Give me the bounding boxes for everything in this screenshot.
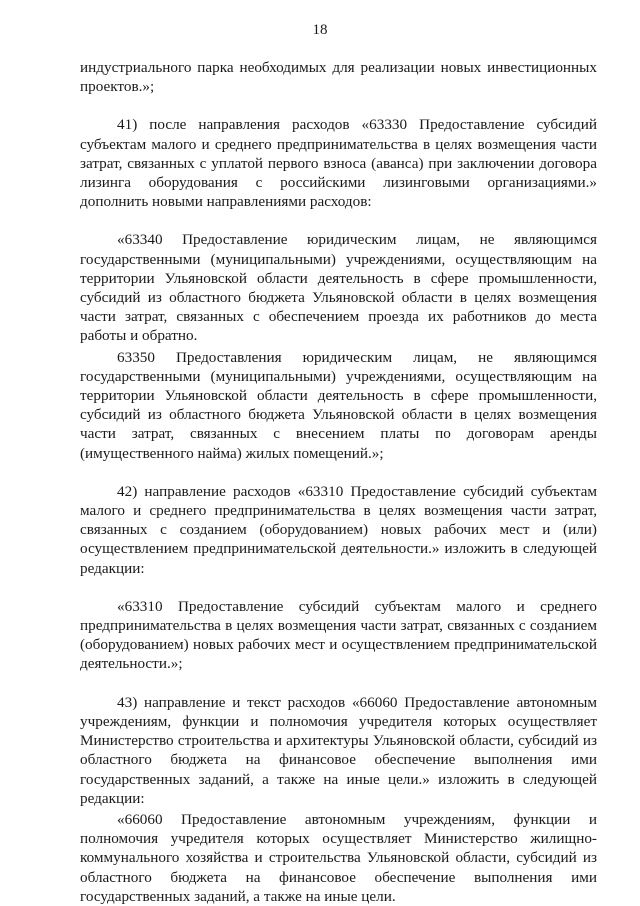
paragraph-63350: 63350 Предоставления юридическим лицам, не являющимся государственными (муниципальными) учреждениями, осуществляющим на территории Ульяновской области деятельность в сфере промышленности, субсидий из областного бюджета Ульяновской области в целях возмещения части затрат, связанных с внесением платы по договорам аренды (имущественного найма) жилых помещений.»; [80,348,597,462]
page-number: 18 [312,22,328,38]
paragraph-item-42: 42) направление расходов «63310 Предоставление субсидий субъектам малого и среднего предпринимательства в целях возмещения части затрат, связанных с созданием (оборудованием) новых рабочих мест и (или) осуществлением предпринимательской деятельности.» изложить в следующей редакции: [80,482,597,577]
document-body [80,58,597,906]
paragraph-item-43: 43) направление и текст расходов «66060 Предоставление автономным учреждениям, функции и полномочия учредителя которых осуществляет Министерство строительства и архитектуры Ульяновской области, субсидий из областного бюджета на финансовое обеспечение выполнения ими государственных заданий, а также на иные цели.» изложить в следующей редакции: [80,693,597,807]
paragraph-continuation: индустриального парка необходимых для реализации новых инвестиционных проектов.»; [80,59,597,96]
paragraph-63310: «63310 Предоставление субсидий субъектам малого и среднего предпринимательства в целях возмещения части затрат, связанных с созданием (оборудованием) новых рабочих мест и осуществлением предпринимательской деятельности.»; [80,597,597,673]
paragraph-66060: «66060 Предоставление автономным учреждениям, функции и полномочия учредителя которых осуществляет Министерство жилищно-коммунального хозяйства и строительства Ульяновской области, субсидий из областного бюджета на финансовое обеспечение выполнения ими государственных заданий, а также на иные цели. [80,810,597,905]
paragraph-item-41: 41) после направления расходов «63330 Предоставление субсидий субъектам малого и среднего предпринимательства в целях возмещения части затрат, связанных с уплатой первого взноса (аванса) при заключении договора лизинга оборудования с российскими лизинговыми организациями.» дополнить новыми направлениями расходов: [80,116,597,211]
paragraph-63340: «63340 Предоставление юридическим лицам, не являющимся государственными (муниципальными) учреждениями, осуществляющим на территории Ульяновской области деятельность в сфере промышленности, субсидий из областного бюджета Ульяновской области в целях возмещения части затрат, связанных с обеспечением проезда их работников до места работы и обратно. [80,231,597,345]
